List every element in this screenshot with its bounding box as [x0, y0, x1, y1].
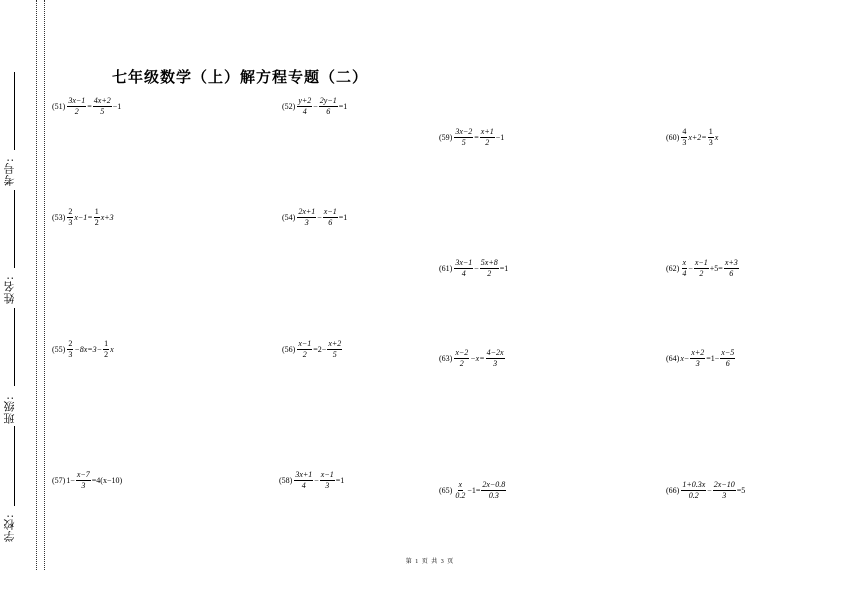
- fraction: [480, 128, 495, 147]
- numerator: 4x+2: [93, 96, 111, 105]
- numerator: x−2: [455, 348, 469, 357]
- equation-text: x: [714, 132, 719, 142]
- numerator: 2x−10: [713, 480, 735, 489]
- denominator: 3: [304, 218, 309, 227]
- denominator: 4: [302, 107, 307, 116]
- numerator: 5x+8: [480, 258, 498, 267]
- fraction: [694, 259, 709, 278]
- numerator: 2x+1: [298, 207, 316, 216]
- fraction: [454, 128, 473, 147]
- numerator: 2: [68, 339, 73, 348]
- binding-dotted-line: [36, 0, 37, 570]
- equation-text: =5: [736, 485, 746, 495]
- school-blank[interactable]: [14, 426, 15, 506]
- fraction: [67, 208, 73, 227]
- equation-58: [279, 471, 344, 490]
- numerator: 3x−1: [455, 258, 473, 267]
- denominator: 5: [461, 138, 466, 147]
- problem-number: (59): [439, 132, 453, 142]
- problem-number: (55): [52, 344, 66, 354]
- fraction: [297, 208, 316, 227]
- problem-number: (52): [282, 101, 296, 111]
- equation-text: x+2=: [688, 132, 707, 142]
- numerator: 3x−1: [68, 96, 86, 105]
- numerator: x+3: [724, 258, 738, 267]
- fraction: [320, 471, 335, 490]
- equation-54: [282, 208, 347, 227]
- problem-number: (66): [666, 485, 680, 495]
- numerator: x−1: [298, 339, 312, 348]
- equation-64: [666, 349, 736, 368]
- denominator: 3: [68, 218, 73, 227]
- denominator: 4: [301, 481, 306, 490]
- binding-strip: [0, 0, 48, 608]
- equation-text: =1: [335, 475, 345, 485]
- numerator: x−1: [320, 470, 334, 479]
- fraction: [454, 349, 469, 368]
- fraction: [454, 259, 473, 278]
- fraction: [480, 259, 499, 278]
- exam-number-blank[interactable]: [14, 72, 15, 150]
- problem-number: (54): [282, 212, 296, 222]
- fraction: [76, 471, 91, 490]
- equation-text: −1: [495, 132, 505, 142]
- equation-text: x−1=: [74, 212, 93, 222]
- equation-63: [439, 349, 506, 368]
- numerator: 4: [682, 127, 687, 136]
- fraction: [297, 97, 312, 116]
- denominator: 6: [328, 218, 333, 227]
- denominator: 3: [81, 481, 86, 490]
- numerator: x+2: [328, 339, 342, 348]
- denominator: 2: [459, 359, 464, 368]
- denominator: 4: [461, 269, 466, 278]
- numerator: 3x+1: [295, 470, 313, 479]
- equation-text: =1: [338, 212, 348, 222]
- equation-56: [282, 340, 343, 359]
- problem-number: (57): [52, 475, 66, 485]
- denominator: 3: [68, 350, 73, 359]
- equation-text: −: [688, 263, 693, 273]
- problem-number: (51): [52, 101, 66, 111]
- equation-text: x−: [680, 353, 690, 363]
- fraction: [294, 471, 313, 490]
- equation-text: =2−: [313, 344, 327, 354]
- denominator: 6: [326, 107, 331, 116]
- numerator: 1: [94, 207, 99, 216]
- numerator: 3x−2: [455, 127, 473, 136]
- numerator: 4−2x: [486, 348, 504, 357]
- fraction: [720, 349, 735, 368]
- equation-text: −: [313, 101, 318, 111]
- denominator: 5: [332, 350, 337, 359]
- fraction: [454, 481, 466, 500]
- equation-51: [52, 97, 121, 116]
- equation-57: [52, 471, 122, 490]
- problem-number: (62): [666, 263, 680, 273]
- fraction: [481, 481, 506, 500]
- name-blank[interactable]: [14, 190, 15, 268]
- page-footer: 第 1 页 共 3 页: [405, 559, 455, 565]
- equation-text: =1−: [706, 353, 720, 363]
- equation-55: [52, 340, 114, 359]
- equation-text: −: [474, 263, 479, 273]
- numerator: x−7: [76, 470, 90, 479]
- equation-text: −1: [112, 101, 122, 111]
- equation-text: 1−: [66, 475, 75, 485]
- equation-text: −: [707, 485, 712, 495]
- problem-number: (61): [439, 263, 453, 273]
- denominator: 3: [682, 138, 687, 147]
- fraction: [67, 97, 86, 116]
- denominator: 3: [722, 491, 727, 500]
- fraction: [690, 349, 705, 368]
- equation-61: [439, 259, 508, 278]
- denominator: 3: [493, 359, 498, 368]
- fraction: [93, 97, 112, 116]
- fraction: [681, 481, 706, 500]
- equation-text: =: [474, 132, 479, 142]
- problem-number: (58): [279, 475, 293, 485]
- equation-text: =1: [499, 263, 509, 273]
- denominator: 2: [74, 107, 79, 116]
- fraction: [319, 97, 338, 116]
- denominator: 5: [100, 107, 105, 116]
- numerator: x+1: [480, 127, 494, 136]
- equation-62: [666, 259, 740, 278]
- denominator: 0.2: [455, 491, 466, 500]
- numerator: x−1: [694, 258, 708, 267]
- denominator: 2: [302, 350, 307, 359]
- school-label: 学校:: [3, 513, 16, 542]
- equation-66: [666, 481, 745, 500]
- fraction: [323, 208, 338, 227]
- denominator: 6: [725, 359, 730, 368]
- numerator: x−1: [323, 207, 337, 216]
- fraction: [297, 340, 312, 359]
- denominator: 3: [695, 359, 700, 368]
- equation-text: −x=: [470, 353, 485, 363]
- fraction: [94, 208, 100, 227]
- exam-number-label: 考号:: [3, 157, 16, 186]
- equation-text: =1: [338, 101, 348, 111]
- denominator: 6: [729, 269, 734, 278]
- denominator: 0.2: [688, 491, 699, 500]
- numerator: x+2: [691, 348, 705, 357]
- equation-text: =4(x−10): [91, 475, 123, 485]
- name-label: 姓名:: [3, 275, 16, 304]
- page-title: 七年级数学（上）解方程专题（二）: [112, 68, 369, 86]
- class-blank[interactable]: [14, 308, 15, 386]
- equation-59: [439, 128, 504, 147]
- numerator: 2y−1: [319, 96, 337, 105]
- denominator: 0.3: [488, 491, 499, 500]
- numerator: y+2: [298, 96, 312, 105]
- equation-53: [52, 208, 114, 227]
- problem-number: (63): [439, 353, 453, 363]
- fraction: [103, 340, 109, 359]
- problem-number: (65): [439, 485, 453, 495]
- denominator: 3: [708, 138, 713, 147]
- fraction: [724, 259, 739, 278]
- equation-text: =: [87, 101, 92, 111]
- equation-52: [282, 97, 347, 116]
- denominator: 2: [94, 218, 99, 227]
- fraction: [681, 259, 687, 278]
- fraction: [67, 340, 73, 359]
- numerator: 1: [104, 339, 109, 348]
- fraction: [327, 340, 342, 359]
- numerator: x: [682, 258, 687, 267]
- denominator: 2: [487, 269, 492, 278]
- equation-text: x+3: [100, 212, 114, 222]
- denominator: 2: [485, 138, 490, 147]
- problem-number: (64): [666, 353, 680, 363]
- numerator: x: [458, 480, 463, 489]
- binding-dotted-line: [44, 0, 45, 570]
- equation-text: −: [314, 475, 319, 485]
- problem-number: (56): [282, 344, 296, 354]
- denominator: 2: [699, 269, 704, 278]
- numerator: 2: [68, 207, 73, 216]
- equation-text: x: [110, 344, 114, 354]
- fraction: [713, 481, 736, 500]
- problem-number: (60): [666, 132, 680, 142]
- fraction: [708, 128, 714, 147]
- problem-number: (53): [52, 212, 66, 222]
- equation-text: −: [317, 212, 322, 222]
- equation-text: −8x=3−: [74, 344, 103, 354]
- equation-65: [439, 481, 507, 500]
- denominator: 2: [104, 350, 109, 359]
- numerator: 1+0.3x: [682, 480, 706, 489]
- fraction: [681, 128, 687, 147]
- class-label: 班级:: [3, 395, 16, 424]
- numerator: x−5: [721, 348, 735, 357]
- equation-text: +5=: [709, 263, 723, 273]
- denominator: 4: [682, 269, 687, 278]
- equation-60: [666, 128, 718, 147]
- numerator: 2x−0.8: [482, 480, 506, 489]
- denominator: 3: [325, 481, 330, 490]
- fraction: [486, 349, 505, 368]
- numerator: 1: [708, 127, 713, 136]
- equation-text: −1=: [467, 485, 481, 495]
